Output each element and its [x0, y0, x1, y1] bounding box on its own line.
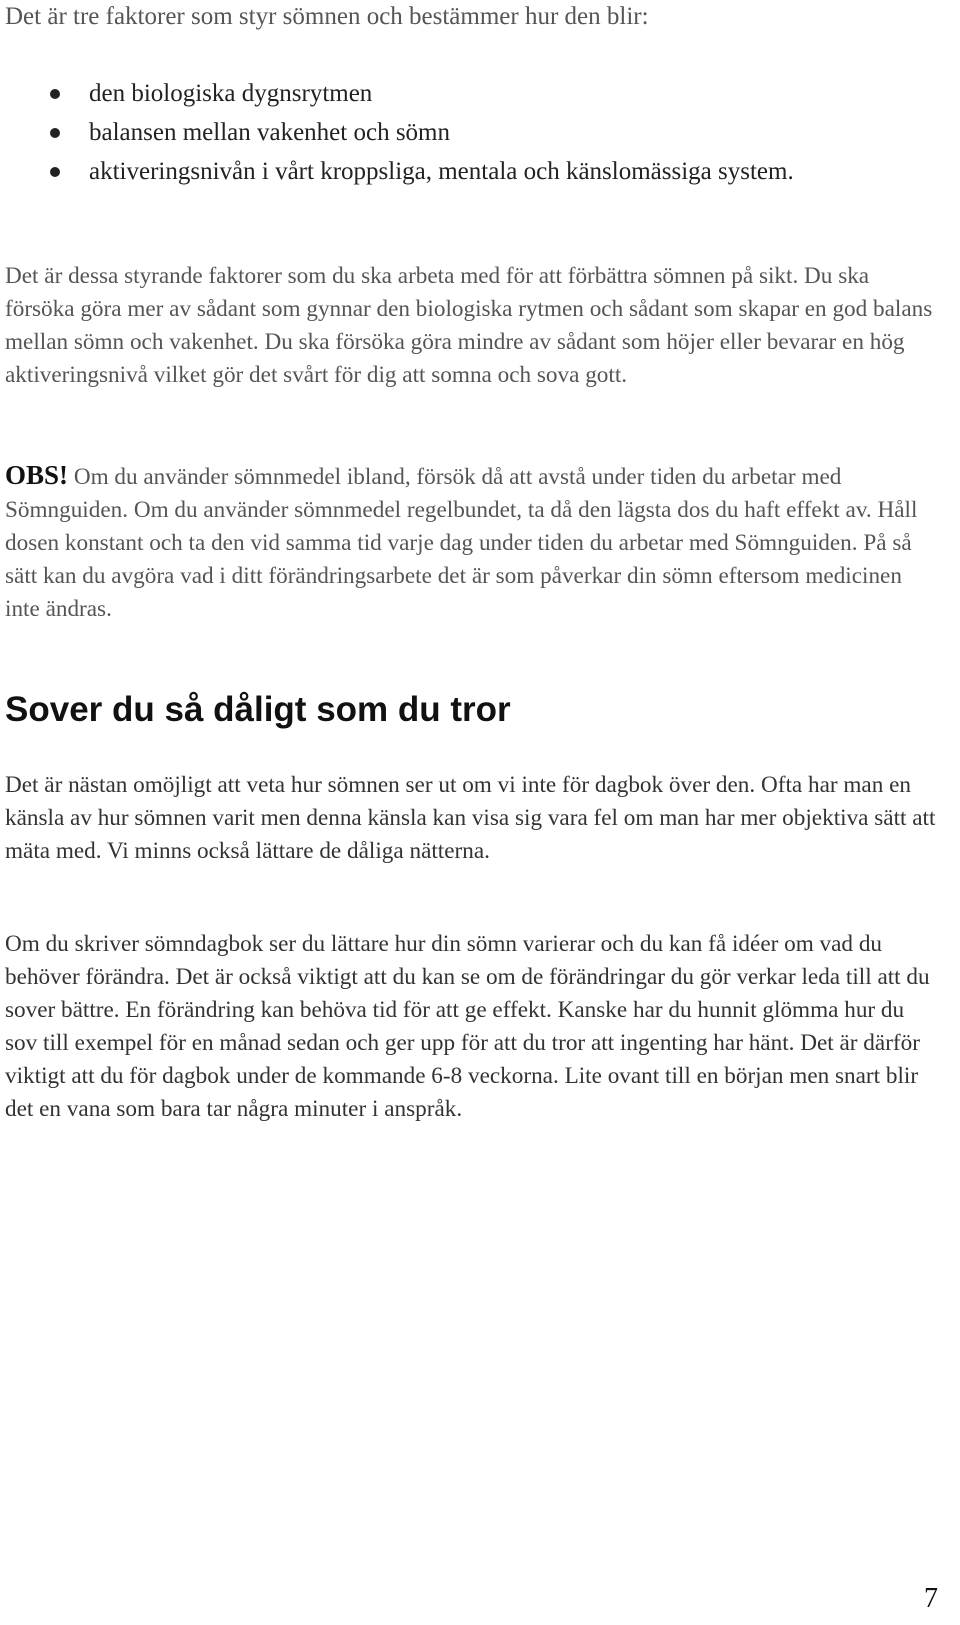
- section-heading: Sover du så dåligt som du tror: [5, 690, 511, 729]
- obs-text: Om du använder sömnmedel ibland, försök då att avstå under tiden du arbetar med Sömnguiden. Om du använder sömnmedel regelbundet, ta då den lägsta dos du haft effekt av. Håll dosen konstant och ta den vid samma tid varje dag under tiden du arbetar med Sömnguiden. På så sätt kan du avgöra vad i ditt förändringsarbete det är som påverkar din sömn eftersom medicinen inte ändras.: [5, 464, 918, 622]
- bullet-icon: [50, 128, 60, 138]
- bullet-icon: [50, 167, 60, 177]
- factor-list: [5, 74, 940, 191]
- intro-text: Det är tre faktorer som styr sömnen och bestämmer hur den blir:: [5, 3, 649, 30]
- list-item: [5, 74, 940, 113]
- paragraph-diary-benefits: Om du skriver sömndagbok ser du lättare hur din sömn varierar och du kan få idéer om vad du behöver förändra. Det är också viktigt att du kan se om de förändringar du gör verkar leda till att du sover bättre. En förändring kan behöva tid för att ge effekt. Kanske har du hunnit glömma hur du sov till exempel för en månad sedan och ger upp för att du tror att ingenting har hänt. Det är därför viktigt att du för dagbok under de kommande 6-8 veckorna. Lite ovant till en början men snart blir det en vana som bara tar några minuter i anspråk.: [5, 931, 930, 1122]
- paragraph-factors: Det är dessa styrande faktorer som du ska arbeta med för att förbättra sömnen på sikt. Du ska försöka göra mer av sådant som gynnar den biologiska rytmen och sådant som skapar en god balans mellan sömn och vakenhet. Du ska försöka göra mindre av sådant som höjer eller bevarar en hög aktiveringsnivå vilket gör det svårt för dig att somna och sova gott.: [5, 263, 933, 388]
- list-item-text: balansen mellan vakenhet och sömn: [89, 119, 450, 146]
- page-number: 7: [924, 1583, 938, 1614]
- paragraph-diary-intro: Det är nästan omöjligt att veta hur sömnen ser ut om vi inte för dagbok över den. Ofta har man en känsla av hur sömnen varit men denna känsla kan visa sig vara fel om man har mer objektiva sätt att mäta med. Vi minns också lättare de dåliga nätterna.: [5, 772, 936, 864]
- list-item-text: aktiveringsnivån i vårt kroppsliga, mentala och känslomässiga system.: [89, 158, 794, 185]
- list-item: [5, 152, 940, 191]
- obs-label: OBS!: [5, 460, 69, 490]
- paragraph-obs: [5, 459, 940, 626]
- list-item-text: den biologiska dygnsrytmen: [89, 80, 373, 107]
- bullet-icon: [50, 89, 60, 99]
- list-item: [5, 113, 940, 152]
